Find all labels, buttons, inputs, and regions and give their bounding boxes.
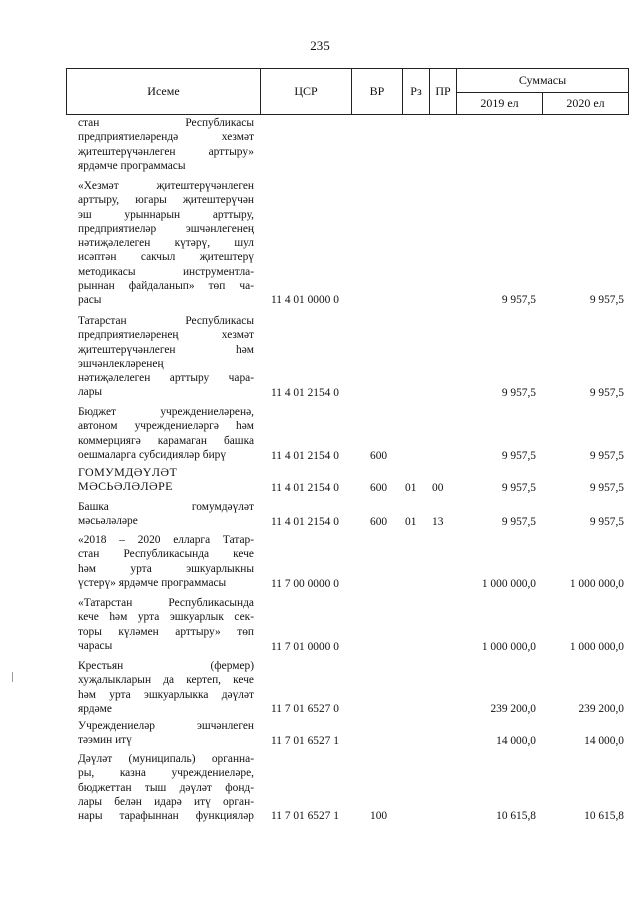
margin-mark [12,672,13,682]
row-name [78,116,254,173]
row-name-line: һәм урта эшкуарлыкка дәүләт [78,688,254,701]
row-name-line: рыннан файдаланып» төп ча- [78,280,254,293]
row-name-line: «Татарстан Республикасында [78,597,254,609]
row-pr: 00 [432,482,444,494]
row-rz: 01 [405,516,417,528]
row-name-line: Учреждениеләр эшчәнлеген [78,720,254,732]
row-2019: 239 200,0 [490,703,536,715]
row-2020: 1 000 000,0 [569,578,624,590]
row-name-line: «Хезмәт җитештерүчәнлеген [78,180,254,192]
row-name-line: нәтиҗәлелеген күтәрү, шул [78,237,254,250]
row-rz: 01 [405,482,417,494]
row-csr: 11 4 01 0000 0 [271,294,339,306]
row-csr: 11 4 01 2154 0 [271,482,339,494]
row-2019: 14 000,0 [496,735,536,747]
row-name-line: лары белән идарә итү орган- [78,795,254,808]
row-2019: 1 000 000,0 [481,641,536,653]
row-2019: 9 957,5 [501,294,536,306]
row-name-line: нәтиҗәлелеген арттыру чара- [78,372,254,385]
row-2020: 10 615,8 [584,810,624,822]
row-name-line: предприятиеләрендә хезмәт [78,131,254,144]
row-2020: 9 957,5 [589,294,624,306]
row-csr: 11 7 01 6527 1 [271,810,339,822]
row-name [78,752,254,823]
row-name-line: үстерү» ярдәмче программасы [78,576,227,589]
header-sums: Суммасы [457,69,629,93]
row-name-line: эш урыннарын арттыру, [78,208,254,221]
row-2020: 9 957,5 [589,450,624,462]
row-name-line: һәм урта эшкуарлыкны [78,562,254,575]
header-csr: ЦСР [261,69,352,115]
row-name [78,533,254,590]
row-2020: 1 000 000,0 [569,641,624,653]
row-2019: 10 615,8 [496,810,536,822]
row-name-line: ГОМУМДӘҮЛӘТ [78,465,178,479]
row-name-line: Бюджет учреждениеләренә, [78,406,254,418]
row-name-line: ярдәме [78,702,112,715]
row-name-line: нары тарафыннан функцияләр [78,810,254,823]
row-name-line: мәсьәләләре [78,515,138,528]
row-name-line: Татарстан Республикасы [78,315,254,327]
row-2020: 239 200,0 [578,703,624,715]
row-name-line: исәптән сакчыл җитештерү [78,251,254,264]
row-2020: 9 957,5 [589,516,624,528]
row-pr: 13 [432,516,444,528]
row-2019: 9 957,5 [501,450,536,462]
row-csr: 11 7 01 6527 0 [271,703,339,715]
row-csr: 11 7 01 0000 0 [271,641,339,653]
row-name-line: предприятиеләр эшчәнлегенең [78,222,254,235]
row-name-line: оешмаларга субсидияләр бирү [78,448,227,461]
header-vr: ВР [352,69,403,115]
row-2019: 1 000 000,0 [481,578,536,590]
row-name-line: бюджеттан тыш дәүләт фонд- [78,781,254,794]
row-vr: 100 [370,810,388,822]
page-number: 235 [310,38,330,53]
row-name-line: предприятиеләренең хезмәт [78,329,254,342]
row-2020: 9 957,5 [589,482,624,494]
row-csr: 11 7 01 6527 1 [271,735,339,747]
row-vr: 600 [370,482,388,494]
table-header [66,68,629,115]
row-name-line: тәэмин итү [78,734,132,747]
row-2019: 9 957,5 [501,516,536,528]
row-name-line: стан Республикасында кече [78,548,254,561]
row-name-line: методикасы инструментла- [78,265,254,278]
header-2019: 2019 ел [457,93,543,115]
header-rz: Рз [403,69,430,115]
row-name [78,500,254,529]
row-csr: 11 4 01 2154 0 [271,450,339,462]
row-2020: 14 000,0 [584,735,624,747]
row-2020: 9 957,5 [589,387,624,399]
row-name-line: лары [78,386,103,399]
row-name-line: коммерциягә карамаган башка [78,434,254,447]
row-vr: 600 [370,516,388,528]
header-2020: 2020 ел [543,93,629,115]
row-name-line: расы [78,294,102,307]
row-name-line: чарасы [78,639,113,652]
row-name-line: автоном учреждениеләргә һәм [78,420,254,433]
row-csr: 11 4 01 2154 0 [271,516,339,528]
row-name [78,405,254,462]
row-csr: 11 7 00 0000 0 [271,578,339,590]
row-name [78,179,254,308]
row-name-line: ры, казна учреждениеләре, [78,767,254,780]
row-2019: 9 957,5 [501,482,536,494]
row-name [78,659,254,716]
row-name [78,596,254,653]
row-name-line: эшчәнлекләренең [78,357,164,370]
header-name: Исеме [67,69,261,115]
row-vr: 600 [370,450,388,462]
row-name-line: кече һәм урта эшкуарлык сек- [78,611,254,624]
row-name-line: торы күләмен арттыру» төп [78,625,254,638]
row-csr: 11 4 01 2154 0 [271,387,339,399]
row-name-line: хуҗалыкларын да кертеп, кече [78,674,254,687]
row-name [78,719,254,748]
row-name-line: МӘСЬӘЛӘЛӘРЕ [78,479,173,494]
header-pr: ПР [430,69,457,115]
row-name-line: Дәүләт (муниципаль) органна- [78,753,254,765]
row-name [78,314,254,400]
row-name-line: «2018 – 2020 елларга Татар- [78,534,254,546]
row-name-line: җитештерүчәнлеген һәм [78,343,254,356]
row-name-line: Крестьян (фермер) [78,660,254,672]
row-name [78,465,254,494]
row-2019: 9 957,5 [501,387,536,399]
row-name-line: стан Республикасы [78,117,254,129]
row-name-line: арттыру, югары җитештерүчән [78,194,254,207]
row-name-line: ярдәмче программасы [78,159,186,172]
row-name-line: җитештерүчәнлеген арттыру» [78,145,254,158]
row-name-line: Башка гомумдәүләт [78,501,254,513]
